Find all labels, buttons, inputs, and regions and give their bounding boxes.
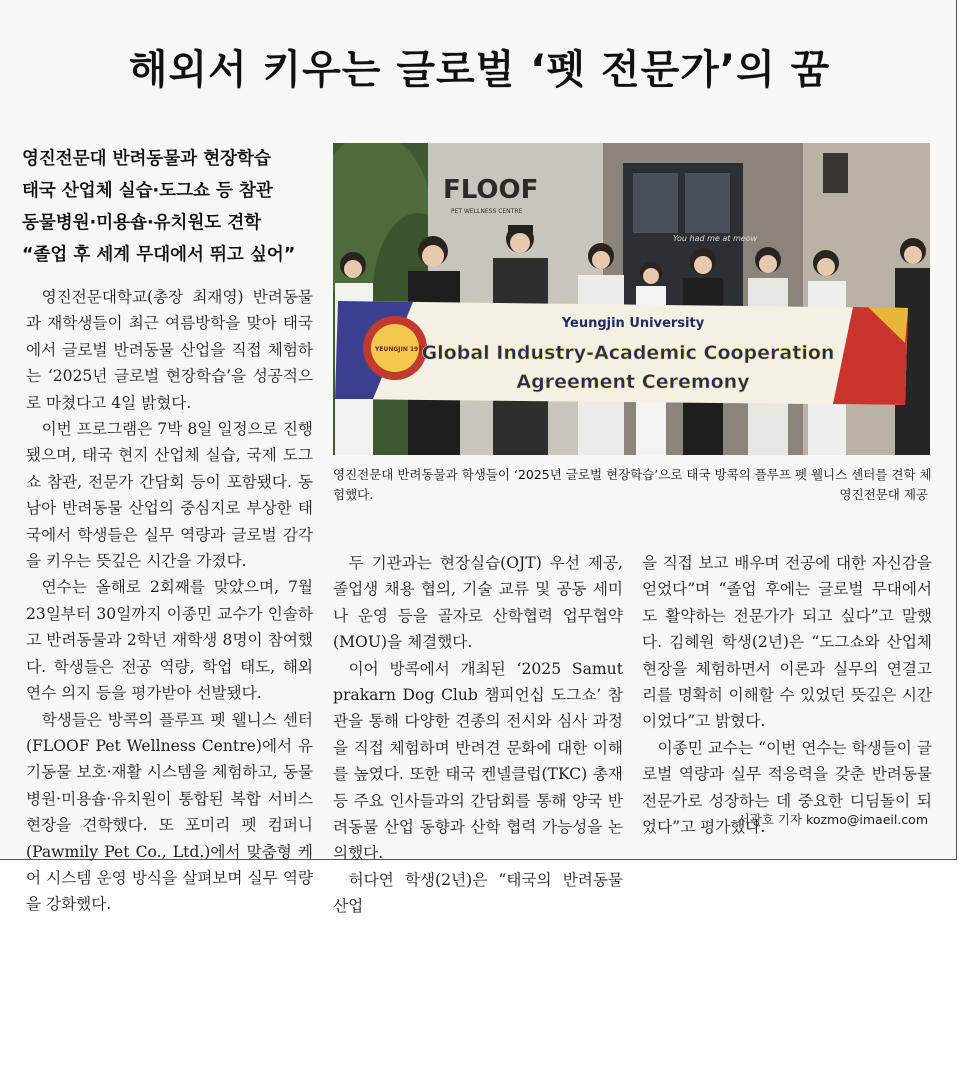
subheadline: 동물병원·미용숍·유치원도 견학 — [22, 213, 262, 233]
article-column-3 — [642, 550, 932, 840]
article-column-1 — [26, 284, 313, 918]
paragraph: 학생들은 방콕의 플루프 펫 웰니스 센터(FLOOF Pet Wellness Centre)에서 유기동물 보호·재활 시스템을 체험하고, 동물병원·미용숍·유치원이 통합된 복합 서비스 현장을 견학했다. 또 포미리 펫 컴퍼니(Pawmily Pet Co., Ltd.)에서 맞춤형 케어 시스템 운영 방식을 살펴보며 실무 역량을 강화했다. — [26, 710, 313, 914]
window-text: You had me at meow — [673, 234, 758, 243]
photo-credit: 영진전문대 제공 — [839, 487, 928, 502]
paragraph: 이어 방콕에서 개최된 ‘2025 Samut prakarn Dog Club 챔피언십 도그쇼’ 참관을 통해 다양한 견종의 전시와 심사 과정을 직접 체험하며 반려견 문화에 대한 이해를 높였다. 또한 태국 켄넬클럽(TKC) 총재 등 주요 인사들과의 간담회를 통해 양국 반려동물 산업 동향과 산학 협력 가능성을 논의했다. — [333, 659, 623, 863]
byline: 서광호 기자 kozmo@imaeil.com — [737, 812, 928, 827]
paragraph: 이종민 교수는 “이번 연수는 학생들이 글로벌 역량과 실무 적응력을 갖춘 반려동물 전문가로 성장하는 데 중요한 디딤돌이 되었다”고 평가했다. — [642, 738, 932, 837]
subheadline: 태국 산업체 실습·도그쇼 등 참관 — [22, 181, 273, 201]
banner-line-2: Global Industry-Academic Cooperation — [421, 342, 835, 364]
paragraph: 허다연 학생(2년)은 “태국의 반려동물 산업 — [333, 870, 623, 916]
subheadline: “졸업 후 세계 무대에서 뛰고 싶어” — [22, 245, 296, 265]
headline: 해외서 키우는 글로벌 ‘펫 전문가’의 꿈 — [128, 47, 831, 93]
article-column-2 — [333, 550, 623, 920]
article-photo — [333, 143, 930, 455]
paragraph: 이번 프로그램은 7박 8일 일정으로 진행됐으며, 태국 현지 산업체 실습, 국제 도그쇼 참관, 전문가 간담회 등이 포함됐다. 동남아 반려동물 산업의 중심지로 부상한 태국에서 학생들은 실무 역량과 글로벌 감각을 키우는 뜻깊은 시간을 가졌다. — [26, 420, 313, 571]
banner-line-1: Yeungjin University — [561, 316, 705, 331]
banner-line-3: Agreement Ceremony — [516, 371, 750, 393]
banner-seal: YEUNGJIN 1977 — [375, 346, 427, 353]
floof-sign-subtext: PET WELLNESS CENTRE — [451, 208, 523, 215]
paragraph: 을 직접 보고 배우며 전공에 대한 자신감을 얻었다”며 “졸업 후에는 글로벌 무대에서도 활약하는 전문가가 되고 싶다”고 말했다. 김혜원 학생(2년)은 “도그쇼와 산업체 현장을 체험하면서 이론과 실무의 연결고리를 명확히 이해할 수 있었던 뜻깊은 시간이었다”고 밝혔다. — [642, 554, 932, 731]
photo-caption: 영진전문대 반려동물과 학생들이 ‘2025년 글로벌 현장학습’으로 태국 방콕의 플루프 펫 웰니스 센터를 견학 체험했다. — [333, 467, 932, 502]
paragraph: 영진전문대학교(총장 최재영) 반려동물과 재학생들이 최근 여름방학을 맞아 태국에서 글로벌 반려동물 산업을 직접 체험하는 ‘2025년 글로벌 현장학습’을 성공적으로 마쳤다고 4일 밝혔다. — [26, 288, 313, 412]
paragraph: 두 기관과는 현장실습(OJT) 우선 제공, 졸업생 채용 협의, 기술 교류 및 공동 세미나 운영 등을 골자로 산학협력 업무협약(MOU)을 체결했다. — [333, 554, 623, 652]
floof-sign: FLOOF — [443, 175, 539, 205]
subheadlines — [22, 143, 322, 271]
paragraph: 연수는 올해로 2회째를 맞았으며, 7월 23일부터 30일까지 이종민 교수가 인솔하고 반려동물과 2학년 재학생 8명이 참여했다. 학생들은 전공 역량, 학업 태도, 해외 연수 의지 등을 평가받아 선발됐다. — [26, 578, 313, 703]
subheadline: 영진전문대 반려동물과 현장학습 — [22, 149, 271, 169]
